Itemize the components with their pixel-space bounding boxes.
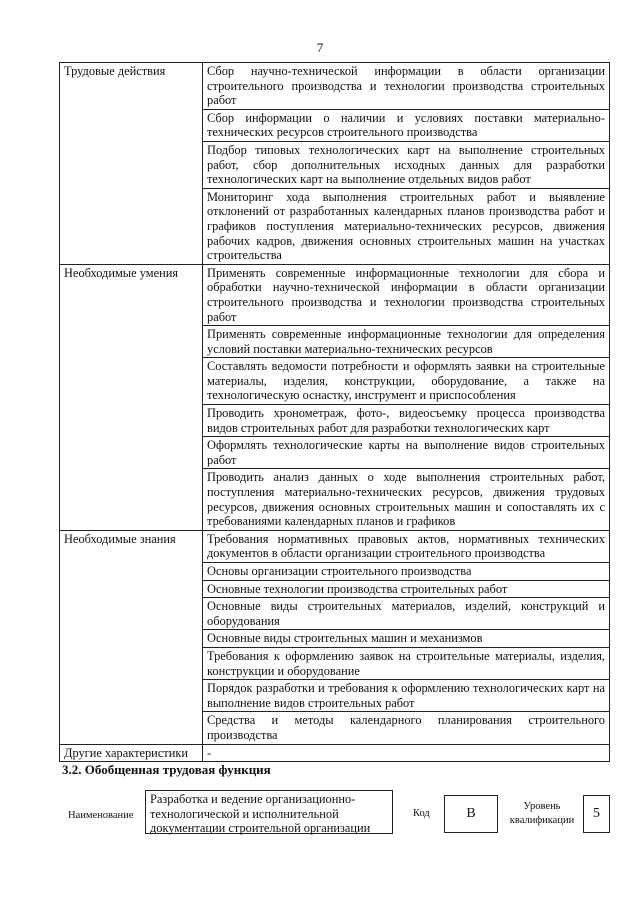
table-cell: Требования к оформлению заявок на строительные материалы, изделия, конструкции и оборудование [203, 647, 610, 679]
row-group-label: Необходимые знания [60, 530, 203, 744]
row-group-label: Трудовые действия [60, 63, 203, 265]
table-cell: Основы организации строительного производства [203, 563, 610, 581]
table-cell: - [203, 744, 610, 762]
name-value-box: Разработка и ведение организационно-технологической и исполнительной документации строительной организации [145, 790, 393, 834]
table-cell: Применять современные информационные технологии для определения условий поставки материально-технических ресурсов [203, 326, 610, 358]
level-label: Уровень квалификации [509, 801, 575, 826]
labor-function-table [59, 62, 610, 762]
table-cell: Сбор информации о наличии и условиях поставки материально-технических ресурсов строительного производства [203, 109, 610, 141]
table-cell: Применять современные информационные технологии для сбора и обработки научно-технической информации в области организации строительного производства и технологии производства строительных работ [203, 264, 610, 325]
row-group-label: Другие характеристики [60, 744, 203, 762]
section-heading: 3.2. Обобщенная трудовая функция [62, 762, 271, 777]
table-body [60, 63, 610, 762]
table-cell: Основные виды строительных материалов, изделий, конструкций и оборудования [203, 598, 610, 630]
table-cell: Проводить хронометраж, фото-, видеосъемку процесса производства видов строительных работ для разработки технологических карт [203, 405, 610, 437]
table-cell: Средства и методы календарного планирования строительного производства [203, 712, 610, 744]
table-cell: Основные виды строительных машин и механизмов [203, 630, 610, 648]
table-cell: Составлять ведомости потребности и оформлять заявки на строительные материалы, изделия, конструкции, оборудование, а также на технологическую оснастку, инструмент и приспособления [203, 358, 610, 405]
table-cell: Проводить анализ данных о ходе выполнения строительных работ, поступления материально-технических ресурсов, движения трудовых ресурсов, движения основных строительных машин и сопоставлять их с требованиями календарных планов и графиков [203, 469, 610, 530]
table-cell: Требования нормативных правовых актов, нормативных технических документов в области организации строительного производства [203, 530, 610, 562]
row-group-label: Необходимые умения [60, 264, 203, 530]
table-row [60, 744, 610, 762]
table-cell: Оформлять технологические карты на выполнение видов строительных работ [203, 437, 610, 469]
generalized-function-block [0, 790, 640, 850]
table-row [60, 530, 610, 562]
table-cell: Сбор научно-технической информации в области организации строительного производства и технологии производства строительных работ [203, 63, 610, 110]
table-row [60, 63, 610, 110]
table-cell: Мониторинг хода выполнения строительных работ и выявление отклонений от разработанных календарных планов производства работ и графиков поступления материально-технических ресурсов, движения рабочих кадров, движения основных строительных машин на участках строительства [203, 188, 610, 264]
code-value-box: B [444, 795, 498, 833]
table-cell: Порядок разработки и требования к оформлению технологических карт на выполнение видов строительных работ [203, 680, 610, 712]
table-cell: Подбор типовых технологических карт на выполнение строительных работ, сбор дополнительных исходных данных для разработки технологических карт на выполнение отдельных видов работ [203, 141, 610, 188]
name-label: Наименование [68, 810, 134, 821]
page-number: 7 [316, 40, 324, 55]
level-value-box: 5 [583, 795, 610, 833]
table-row [60, 264, 610, 325]
code-label: Код [413, 808, 430, 819]
table-cell: Основные технологии производства строительных работ [203, 580, 610, 598]
